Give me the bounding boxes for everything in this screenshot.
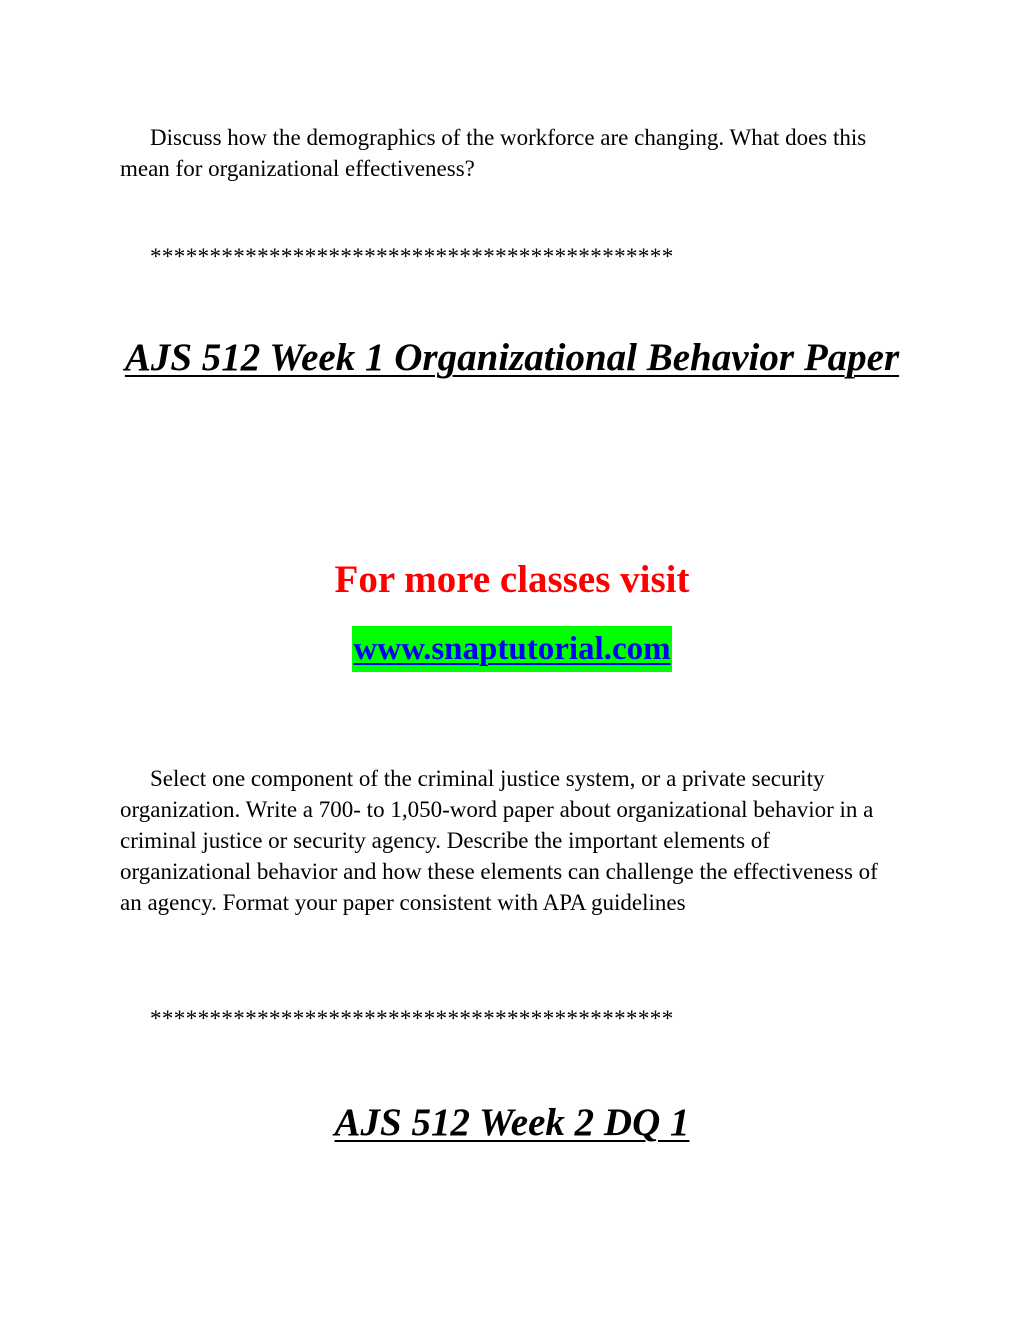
separator-2: ******************************************** [150, 1006, 674, 1031]
question-paragraph-1: Discuss how the demographics of the workforce are changing. What does this mean for organizational effectiveness? [120, 125, 867, 181]
section-heading-week2-dq1: AJS 512 Week 2 DQ 1 [334, 1101, 690, 1144]
separator-1: ******************************************** [150, 244, 674, 269]
website-link[interactable]: www.snaptutorial.com [352, 626, 671, 672]
assignment-paragraph: Select one component of the criminal justice system, or a private security organization. Write a 700- to 1,050-word paper about organizational behavior in a criminal justice or security agency. Describe the important elements of organizational behavior and how these elements can challenge the effectiveness of an agency. Format your paper consistent with APA guidelines [120, 766, 878, 915]
promo-text: For more classes visit [334, 558, 690, 601]
section-heading-week1-paper: AJS 512 Week 1 Organizational Behavior Paper [124, 336, 900, 379]
promo-link-container [0, 626, 1024, 672]
